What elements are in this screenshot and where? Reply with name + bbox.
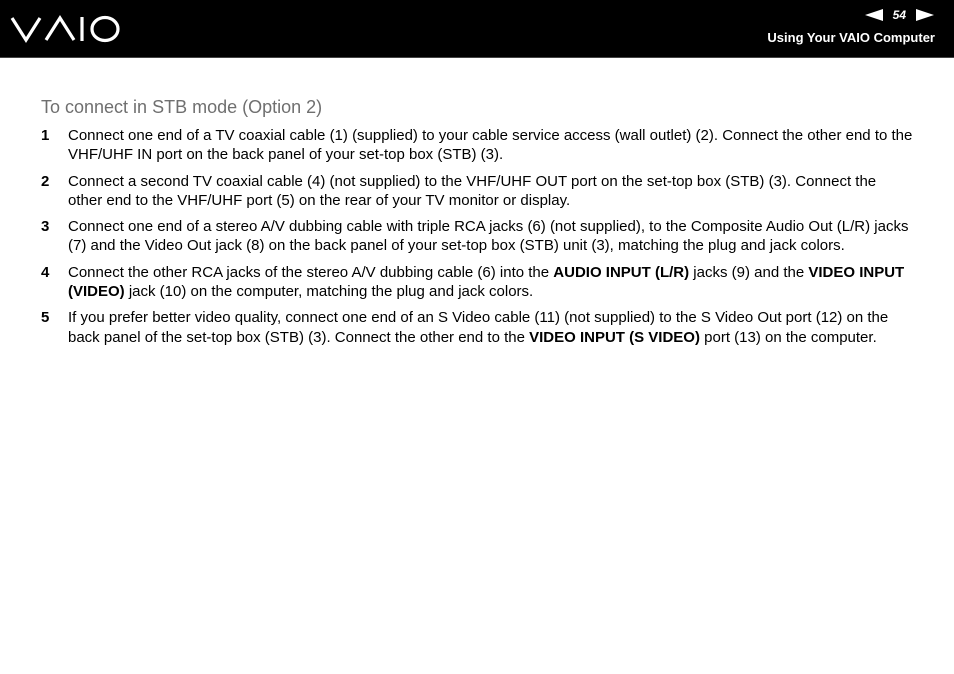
step-number: 1 xyxy=(41,127,50,144)
step-item xyxy=(41,126,913,165)
step-text: Connect one end of a stereo A/V dubbing cable with triple RCA jacks (6) (not supplied), to the Composite Audio Out (L/R) jacks (7) and the Video Out jack (8) on the back panel of your set-top box (STB) unit (3), matching the plug and jack colors. xyxy=(68,218,909,255)
step-item xyxy=(41,217,913,256)
step-number: 4 xyxy=(41,263,50,281)
audio-input-label: AUDIO INPUT (L/R) xyxy=(553,263,690,281)
step-item xyxy=(41,263,913,302)
s-video-input-label: VIDEO INPUT (S VIDEO) xyxy=(529,328,700,346)
page-navigation xyxy=(865,7,934,23)
step-text xyxy=(68,264,904,300)
section-title: Using Your VAIO Computer xyxy=(767,30,935,45)
step-number: 5 xyxy=(41,309,50,327)
steps-list xyxy=(41,126,913,347)
header-bar xyxy=(0,0,954,58)
vaio-logo-icon xyxy=(10,14,122,44)
page-heading: To connect in STB mode (Option 2) xyxy=(41,97,323,117)
step-text-part: jack (10) on the computer, matching the plug and jack colors. xyxy=(124,283,534,301)
vaio-logo xyxy=(10,14,122,44)
step-text: Connect a second TV coaxial cable (4) (not supplied) to the VHF/UHF OUT port on the set-top box (STB) (3). Connect the other end to the VHF/UHF port (5) on the rear of your TV monitor or display. xyxy=(68,172,877,209)
step-number: 3 xyxy=(41,218,50,236)
page-number: 54 xyxy=(892,8,906,22)
main-content xyxy=(41,96,913,354)
step-text-part: port (13) on the computer. xyxy=(699,328,877,346)
step-text xyxy=(68,309,888,345)
step-number: 2 xyxy=(41,172,50,190)
step-text: Connect one end of a TV coaxial cable (1) (supplied) to your cable service access (wall outlet) (2). Connect the other end to the VHF/UHF IN port on the back panel of your set-top box (STB) (3). xyxy=(68,127,913,164)
triangle-left-icon[interactable] xyxy=(865,9,883,21)
step-item xyxy=(41,308,913,347)
triangle-right-icon[interactable] xyxy=(916,9,934,21)
step-text-part: If you prefer better video quality, connect one end of an S Video cable (11) (not supplied) to the S Video Out port (12) on the back panel of the set-top box (STB) (3). Connect the other end to the xyxy=(68,309,889,346)
step-text-part: jacks (9) and the xyxy=(689,263,809,281)
step-item xyxy=(41,172,913,211)
video-input-label: VIDEO INPUT (VIDEO) xyxy=(68,263,905,301)
step-text-part: Connect the other RCA jacks of the stereo A/V dubbing cable (6) into the xyxy=(68,263,554,281)
